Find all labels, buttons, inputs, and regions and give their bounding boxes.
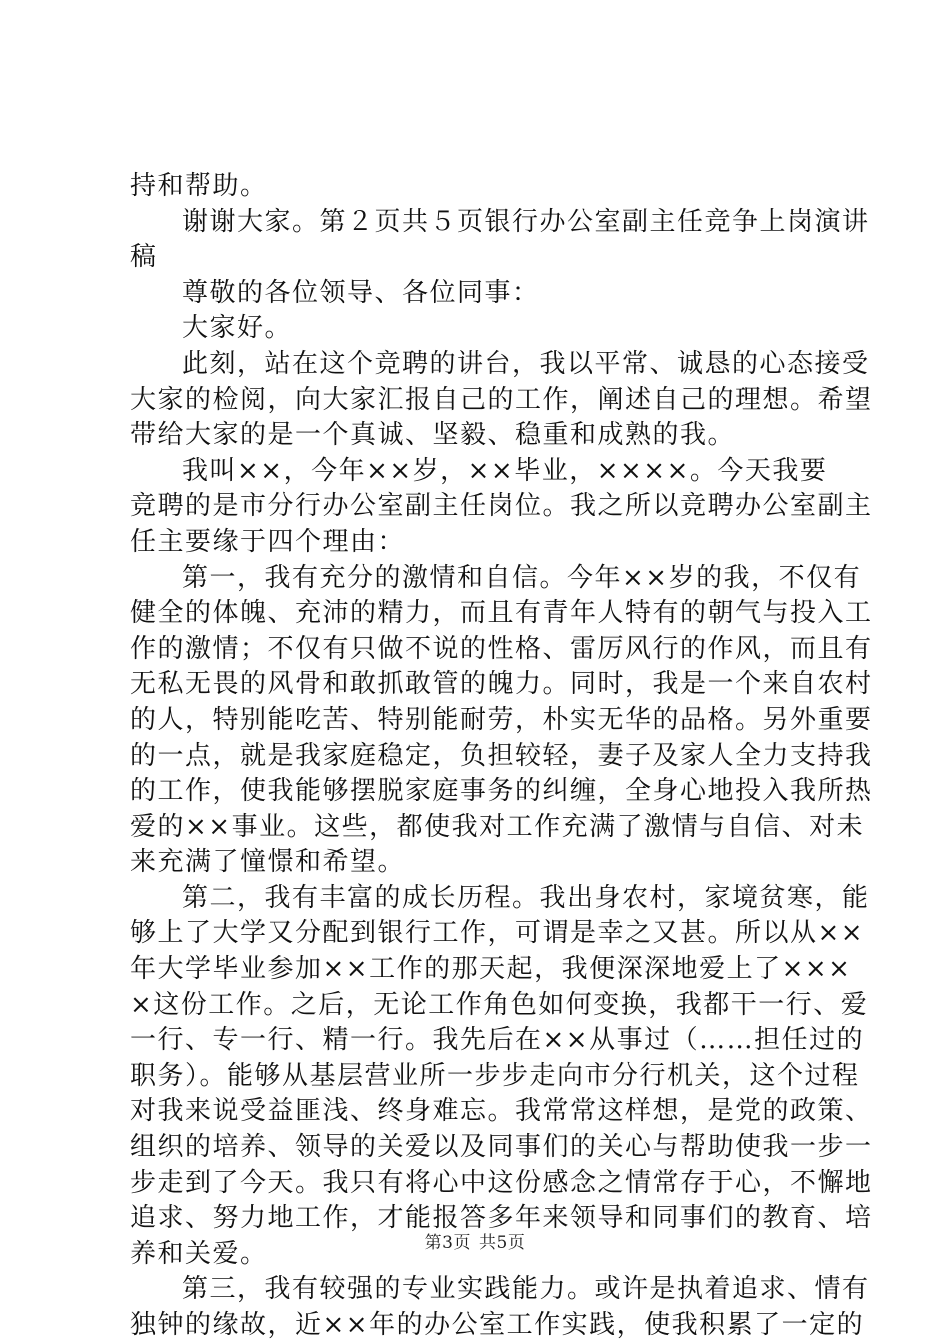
text-line: 稿 (130, 242, 158, 273)
text-line: 年大学毕业参加××工作的那天起，我便深深地爱上了××× (130, 954, 852, 985)
text-line: 健全的体魄、充沛的精力，而且有青年人特有的朝气与投入工 (130, 598, 873, 629)
text-line: 来充满了憧憬和希望。 (130, 847, 406, 878)
text-line: 我叫××，今年××岁，××毕业，××××。今天我要 (182, 455, 828, 486)
text-line: 独钟的缘故，近××年的办公室工作实践，使我积累了一定的 (130, 1310, 865, 1340)
text-line: 此刻，站在这个竞聘的讲台，我以平常、诚恳的心态接受 (182, 348, 870, 379)
text-line: 第三，我有较强的专业实践能力。或许是执着追求、情有 (182, 1274, 870, 1305)
text-line: 带给大家的是一个真诚、坚毅、稳重和成熟的我。 (130, 420, 736, 451)
text-line: 作的激情；不仅有只做不说的性格、雷厉风行的作风，而且有 (130, 633, 873, 664)
text-line: 够上了大学又分配到银行工作，可谓是幸之又甚。所以从×× (130, 918, 865, 949)
text-line: 谢谢大家。第２页共５页银行办公室副主任竞争上岗演讲 (182, 206, 870, 237)
page-total: 共5页 (479, 1233, 526, 1253)
text-line: 任主要缘于四个理由： (130, 526, 406, 557)
text-line: 竞聘的是市分行办公室副主任岗位。我之所以竞聘办公室副主 (130, 491, 873, 522)
text-line: 大家好。 (182, 313, 293, 344)
page-footer (0, 1228, 950, 1253)
text-line: 职务）。能够从基层营业所一步步走向市分行机关，这个过程 (130, 1060, 860, 1091)
text-line: 爱的××事业。这些，都使我对工作充满了激情与自信、对未 (130, 811, 865, 842)
text-line: 尊敬的各位领导、各位同事： (182, 277, 540, 308)
text-line: 步走到了今天。我只有将心中这份感念之情常存于心，不懈地 (130, 1167, 873, 1198)
document-body (130, 169, 873, 1344)
text-line: 第一，我有充分的激情和自信。今年××岁的我，不仅有 (182, 562, 862, 593)
text-line: 持和帮助。 (130, 171, 268, 201)
text-line: 无私无畏的风骨和敢抓敢管的魄力。同时，我是一个来自农村 (130, 669, 873, 700)
text-line: 追求、努力地工作，才能报答多年来领导和同事们的教育、培 (130, 1203, 873, 1234)
text-line: 养和关爱。 (130, 1238, 268, 1269)
text-line: 的工作，使我能够摆脱家庭事务的纠缠，全身心地投入我所热 (130, 776, 873, 807)
text-line: 对我来说受益匪浅、终身难忘。我常常这样想，是党的政策、 (130, 1096, 873, 1127)
text-line: ×这份工作。之后，无论工作角色如何变换，我都干一行、爱 (130, 989, 869, 1020)
text-line: 的人，特别能吃苦、特别能耐劳，朴实无华的品格。另外重要 (130, 704, 873, 735)
text-line: 一行、专一行、精一行。我先后在××从事过（……担任过的 (130, 1025, 865, 1056)
text-line: 第二，我有丰富的成长历程。我出身农村，家境贫寒，能 (182, 882, 870, 913)
text-line: 大家的检阅，向大家汇报自己的工作，阐述自己的理想。希望 (130, 384, 873, 415)
text-line: 组织的培养、领导的关爱以及同事们的关心与帮助使我一步一 (130, 1132, 873, 1163)
text-line: 的一点，就是我家庭稳定，负担较轻，妻子及家人全力支持我 (130, 740, 873, 771)
page-number: 第3页 (424, 1233, 471, 1253)
